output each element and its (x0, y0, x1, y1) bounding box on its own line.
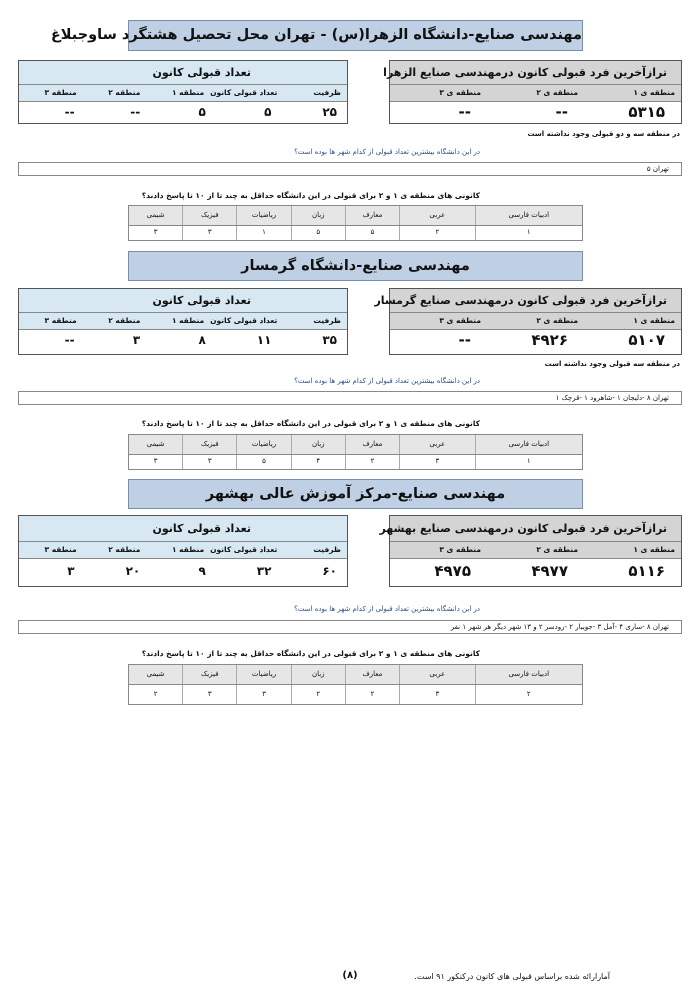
rank-table-title: ترازآخرین فرد قبولی کانون درمهندسی صنایع گرمسار (390, 289, 681, 313)
capacity-value: ۹ (198, 564, 206, 578)
region-note: در منطقه سه و دو قبولی وجود نداشته است (527, 130, 680, 138)
rank-value: ۴۹۲۶ (531, 331, 568, 349)
subject-name: زبان (291, 665, 345, 684)
subject-value: ۲ (399, 226, 475, 240)
subject-value: ۴ (291, 455, 345, 469)
subject-name: زبان (291, 435, 345, 454)
rank-label: منطقه ی ۲ (536, 545, 578, 554)
capacity-label: تعداد قبولی کانون (210, 316, 278, 325)
rank-table-values (390, 330, 681, 351)
capacity-table-title: تعداد قبولی کانون (19, 516, 347, 542)
capacity-label: منطقه ۱ (171, 545, 205, 554)
subject-name: ریاضیات (236, 665, 290, 684)
capacity-value: -- (130, 105, 141, 119)
capacity-label: منطقه ۲ (108, 316, 141, 325)
subject-name: معارف (345, 435, 399, 454)
rank-value: ۵۱۱۶ (628, 562, 665, 580)
subject-values (129, 226, 582, 240)
rank-table (383, 60, 682, 124)
capacity-table-header (19, 542, 347, 559)
city-question: در این دانشگاه بیشترین تعداد قبولی از کدام شهر ها بوده است؟ (294, 605, 480, 613)
rank-table (379, 515, 682, 587)
capacity-table-values (19, 330, 347, 351)
subject-value: ۱ (475, 455, 582, 469)
subject-value: ۲ (345, 685, 399, 704)
capacity-value: ۳ (132, 333, 141, 347)
capacity-value: ۳ (67, 564, 75, 578)
subject-value: ۳ (399, 685, 475, 704)
rank-table-values (390, 559, 681, 584)
subject-name: فیزیک (182, 435, 236, 454)
rank-table-header (390, 313, 681, 330)
capacity-label: ظرفیت (313, 316, 341, 325)
capacity-value: ۳۲ (256, 564, 272, 578)
subject-value: ۳ (153, 457, 158, 465)
rank-label: منطقه ی ۱ (633, 88, 675, 97)
subject-value: ۲ (153, 690, 158, 698)
section-behshahr (0, 479, 700, 729)
rank-label: منطقه ی ۳ (439, 88, 481, 97)
rank-value: ۵۱۰۷ (628, 331, 665, 349)
rank-label: منطقه ی ۱ (633, 545, 675, 554)
subject-name: فیزیک (182, 206, 236, 225)
section-title: مهندسی صنایع-دانشگاه گرمسار (128, 251, 583, 281)
capacity-table-values (19, 102, 347, 123)
rank-label: منطقه ی ۱ (633, 316, 675, 325)
capacity-table-header (19, 313, 347, 330)
subject-table (128, 664, 583, 705)
capacity-value: -- (64, 333, 75, 347)
capacity-table (18, 60, 348, 124)
subject-value: ۲ (345, 455, 399, 469)
subject-table (128, 434, 583, 470)
subject-name: شیمی (146, 440, 165, 448)
capacity-value: ۱۱ (256, 333, 272, 347)
capacity-label: منطقه ۳ (44, 88, 77, 97)
subject-table (128, 205, 583, 241)
subject-value: ۳ (236, 685, 290, 704)
capacity-table-title: تعداد قبولی کانون (19, 61, 347, 85)
subject-values (129, 685, 582, 704)
rank-label: منطقه ی ۲ (536, 316, 578, 325)
subject-header (129, 665, 582, 685)
subject-name: معارف (345, 665, 399, 684)
subject-header (129, 206, 582, 226)
capacity-label: منطقه ۳ (44, 316, 77, 325)
subject-value: ۲ (291, 685, 345, 704)
capacity-label: ظرفیت (313, 88, 341, 97)
rank-table-title: ترازآخرین فرد قبولی کانون درمهندسی صنایع الزهرا (390, 61, 681, 85)
subject-name: شیمی (146, 670, 165, 678)
section-garmsar (0, 251, 700, 501)
subject-value: ۲ (475, 685, 582, 704)
capacity-value: ۵ (198, 105, 206, 119)
subject-value: ۳ (153, 228, 158, 236)
section-title: مهندسی صنایع-دانشگاه الزهرا(س) - تهران محل تحصیل هشتگرد ساوجبلاغ (128, 20, 583, 51)
subject-name: شیمی (146, 211, 165, 219)
subject-value: ۳ (182, 455, 236, 469)
subject-value: ۳ (182, 226, 236, 240)
section-title: مهندسی صنایع-مرکز آموزش عالی بهشهر (128, 479, 583, 509)
rank-label: منطقه ی ۳ (439, 545, 481, 554)
city-answer: تهران ۸ -ساری ۴ -آمل ۳ -جویبار ۲ -رودسر ۲ و ۱۳ شهر دیگر هر شهر ۱ نفر (18, 620, 682, 634)
subject-name: زبان (291, 206, 345, 225)
capacity-value: ۸ (198, 333, 206, 347)
rank-value: ۴۹۷۷ (531, 562, 568, 580)
subject-name: عربی (399, 435, 475, 454)
section-alzahra (0, 0, 700, 250)
capacity-label: منطقه ۲ (108, 88, 141, 97)
subject-name: ادبیات فارسی (475, 435, 582, 454)
capacity-value: -- (64, 105, 75, 119)
rank-value: -- (458, 103, 471, 121)
subject-name: ریاضیات (236, 435, 290, 454)
subject-value: ۵ (291, 226, 345, 240)
city-answer: تهران ۵ (18, 162, 682, 176)
capacity-table-values (19, 559, 347, 584)
region-note: در منطقه سه قبولی وجود نداشته است (544, 360, 680, 368)
subject-value: ۱ (236, 226, 290, 240)
rank-label: منطقه ی ۲ (536, 88, 578, 97)
subject-name: ادبیات فارسی (475, 206, 582, 225)
subject-header (129, 435, 582, 455)
city-question: در این دانشگاه بیشترین تعداد قبولی از کدام شهر ها بوده است؟ (294, 148, 480, 156)
subject-name: عربی (399, 206, 475, 225)
capacity-label: تعداد قبولی کانون (210, 88, 278, 97)
capacity-table (18, 288, 348, 355)
rank-table-header (390, 85, 681, 102)
city-question: در این دانشگاه بیشترین تعداد قبولی از کدام شهر ها بوده است؟ (294, 377, 480, 385)
subject-name: عربی (399, 665, 475, 684)
rank-label: منطقه ی ۳ (439, 316, 481, 325)
subject-name: فیزیک (182, 665, 236, 684)
capacity-value: ۵ (264, 105, 272, 119)
subject-value: ۳ (182, 685, 236, 704)
subject-values (129, 455, 582, 469)
subject-question: کانونی های منطقه ی ۱ و ۲ برای قبولی در این دانشگاه حداقل به چند تا از ۱۰ تا پاسخ دادند؟ (141, 649, 480, 658)
capacity-label: منطقه ۱ (171, 316, 205, 325)
capacity-value: ۲۵ (322, 105, 337, 119)
capacity-table-header (19, 85, 347, 102)
subject-name: ریاضیات (236, 206, 290, 225)
rank-value: ۵۳۱۵ (628, 103, 665, 121)
capacity-value: ۲۰ (125, 564, 141, 578)
capacity-label: منطقه ۱ (171, 88, 205, 97)
rank-table-header (390, 542, 681, 559)
rank-table-title: ترازآخرین فرد قبولی کانون درمهندسی صنایع بهشهر (390, 516, 681, 542)
capacity-label: منطقه ۲ (108, 545, 141, 554)
capacity-table-title: تعداد قبولی کانون (19, 289, 347, 313)
subject-value: ۵ (345, 226, 399, 240)
rank-table-values (390, 102, 681, 123)
city-answer: تهران ۸ -دلیجان ۱ -شاهرود ۱ -قرچک ۱ (18, 391, 682, 405)
capacity-value: ۶۰ (322, 564, 337, 578)
rank-value: -- (555, 103, 568, 121)
subject-name: ادبیات فارسی (475, 665, 582, 684)
footer-note: آمارارائه شده براساس قبولی های کانون درکنکور ۹۱ است. (414, 972, 610, 981)
capacity-value: ۳۵ (322, 333, 337, 347)
rank-value: -- (458, 331, 471, 349)
rank-table (374, 288, 682, 355)
capacity-label: منطقه ۳ (44, 545, 77, 554)
subject-question: کانونی های منطقه ی ۱ و ۲ برای قبولی در این دانشگاه حداقل به چند تا از ۱۰ تا پاسخ دادند؟ (141, 419, 480, 428)
capacity-table (18, 515, 348, 587)
subject-value: ۱ (475, 226, 582, 240)
capacity-label: تعداد قبولی کانون (210, 545, 278, 554)
rank-value: ۴۹۷۵ (434, 562, 471, 580)
subject-value: ۵ (236, 455, 290, 469)
page-number: (۸) (342, 970, 358, 981)
subject-question: کانونی های منطقه ی ۱ و ۲ برای قبولی در این دانشگاه حداقل به چند تا از ۱۰ تا پاسخ دادند؟ (141, 191, 480, 200)
subject-name: معارف (345, 206, 399, 225)
subject-value: ۳ (399, 455, 475, 469)
capacity-label: ظرفیت (313, 545, 341, 554)
